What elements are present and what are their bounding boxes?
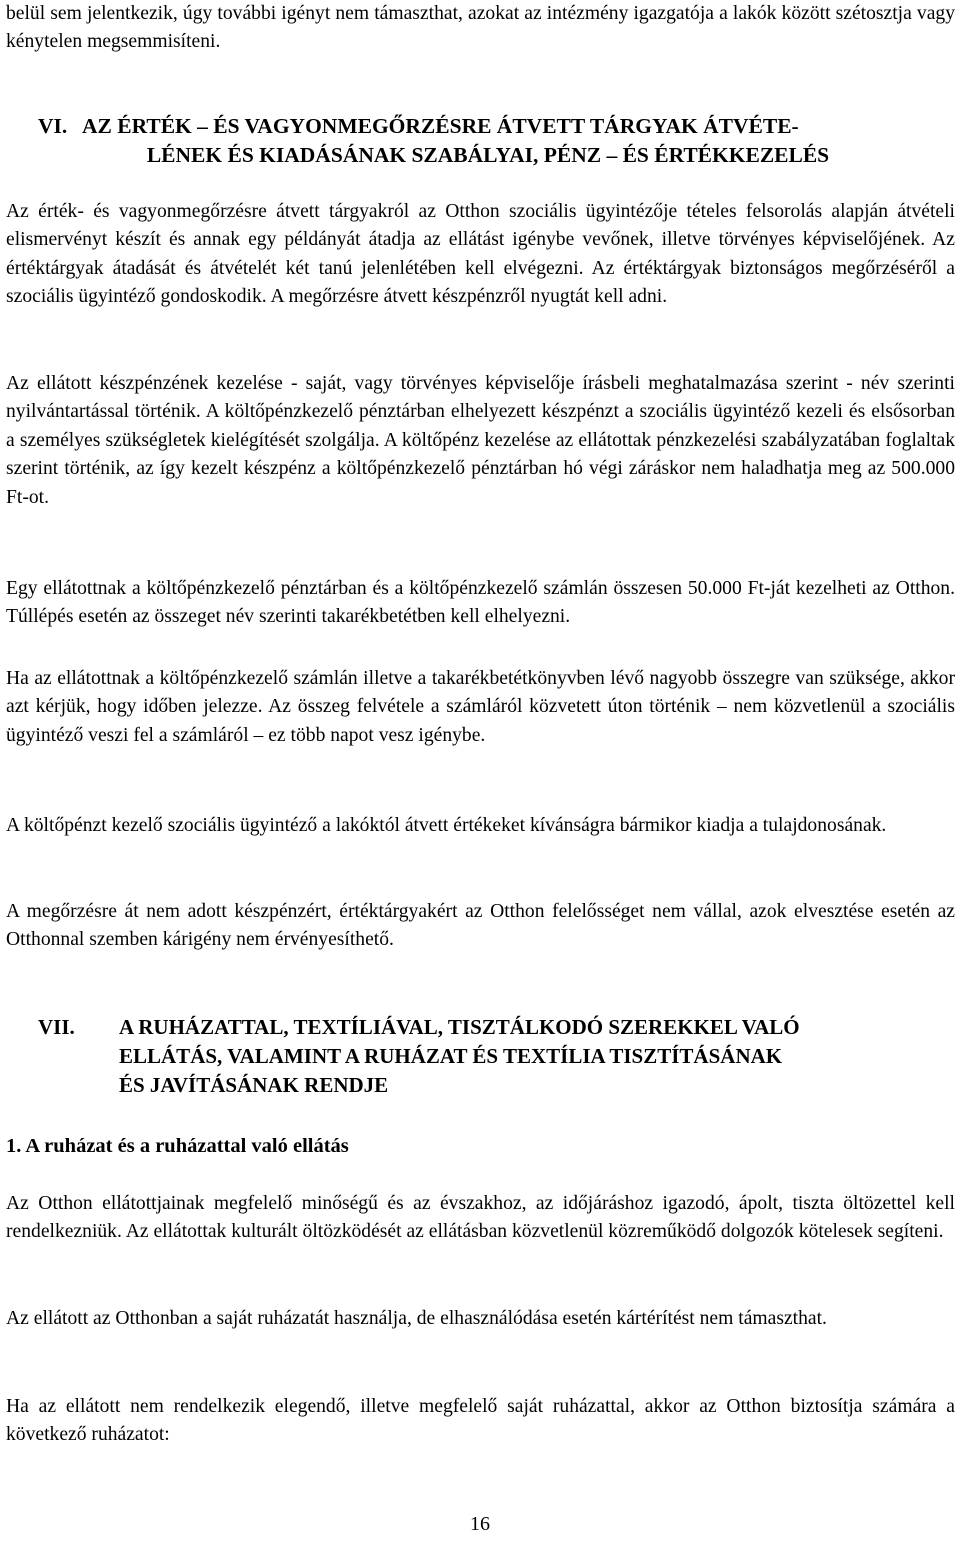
section-title-vii-line1: A RUHÁZATTAL, TEXTÍLIÁVAL, TISZTÁLKODÓ SZEREKKEL VALÓ bbox=[119, 1015, 800, 1039]
paragraph-larger-sum: Ha az ellátottnak a költőpénzkezelő számlán illetve a takarékbetétkönyvben lévő nagyobb összegre van szüksége, akkor azt kérjük, hogy időben jelezze. Az összeg felvétele a számláról közvetett úton történik – nem közvetlenül a szociális ügyintéző veszi fel a számláról – ez több napot vesz igénybe. bbox=[6, 668, 955, 746]
paragraph-return-valuables: A költőpénzt kezelő szociális ügyintéző a lakóktól átvett értékeket kívánságra bármikor kiadja a tulajdonosának. bbox=[6, 815, 887, 836]
section-heading-vi-line1 bbox=[38, 112, 938, 141]
section-title-vii-line2: ELLÁTÁS, VALAMINT A RUHÁZAT ÉS TEXTÍLIA TISZTÍTÁSÁNAK bbox=[119, 1044, 783, 1068]
section-heading-vi bbox=[38, 112, 938, 169]
section-title-vi-part1: AZ ÉRTÉK – ÉS VAGYONMEGŐRZÉSRE ÁTVETT TÁRGYAK ÁTVÉTE- bbox=[82, 114, 799, 138]
paragraph-valuables-receipt: Az érték- és vagyonmegőrzésre átvett tárgyakról az Otthon szociális ügyintézője tételes felsorolás alapján átvételi elismervényt készít és annak egy példányát átadja az ellátást igénybe vevőnek, illetve törvényes képviselőjének. Az értéktárgyak átadását és átvételét két tanú jelenlétében kell elvégezni. Az értéktárgyak biztonságos megőrzéséről a szociális ügyintéző gondoskodik. A megőrzésre átvett készpénzről nyugtát kell adni. bbox=[6, 201, 955, 308]
section-number-vii: VII. bbox=[38, 1015, 75, 1039]
paragraph-clothing-quality: Az Otthon ellátottjainak megfelelő minőségű és az évszakhoz, az időjáráshoz igazodó, ápolt, tiszta öltözettel kell rendelkezniük. Az ellátottak kulturált öltözködését az ellátásban közvetlenül közreműködő dolgozók kötelesek segíteni. bbox=[6, 1193, 955, 1243]
section-number-vi: VI. bbox=[38, 114, 68, 138]
section-title-vii bbox=[119, 1013, 954, 1100]
paragraph-cash-management: Az ellátott készpénzének kezelése - saját, vagy törvényes képviselője írásbeli meghatalmazása szerint - név szerinti nyilvántartással történik. A költőpénzkezelő pénztárban elhelyezett készpénzt a szociális ügyintéző kezeli és elsősorban a személyes szükségletek kielégítését szolgálja. A költőpénz kezelése az ellátottak pénzkezelési szabályzatában foglaltak szerint történik, az így kezelt készpénz a költőpénzkezelő pénztárban hó végi záráskor nem haladhatja meg az 500.000 Ft-ot. bbox=[6, 373, 955, 508]
page-number: 16 bbox=[470, 1513, 490, 1535]
section-title-vi-part2: LÉNEK ÉS KIADÁSÁNAK SZABÁLYAI, PÉNZ – ÉS ÉRTÉKKEZELÉS bbox=[146, 142, 830, 167]
paragraph-own-clothing: Az ellátott az Otthonban a saját ruházatát használja, de elhasználódása esetén kártérítést nem támaszthat. bbox=[6, 1308, 827, 1329]
paragraph-intro-continued: belül sem jelentkezik, úgy további igényt nem támaszthat, azokat az intézmény igazgatója a lakók között szétosztja vagy kénytelen megsemmisíteni. bbox=[6, 3, 955, 53]
paragraph-provided-clothing: Ha az ellátott nem rendelkezik elegendő, illetve megfelelő saját ruházattal, akkor az Otthon biztosítja számára a következő ruházatot: bbox=[6, 1396, 955, 1446]
paragraph-liability: A megőrzésre át nem adott készpénzért, értéktárgyakért az Otthon felelősséget nem vállal, azok elvesztése esetén az Otthonnal szemben kárigény nem érvényesíthető. bbox=[6, 901, 955, 951]
section-title-vii-line3: ÉS JAVÍTÁSÁNAK RENDJE bbox=[119, 1073, 389, 1097]
paragraph-cash-limit: Egy ellátottnak a költőpénzkezelő pénztárban és a költőpénzkezelő számlán összesen 50.000 Ft-ját kezelheti az Otthon. Túllépés esetén az összeget név szerinti takarékbetétben kell elhelyezni. bbox=[6, 578, 955, 628]
subsection-heading-clothing: 1. A ruházat és a ruházattal való ellátás bbox=[6, 1135, 349, 1157]
